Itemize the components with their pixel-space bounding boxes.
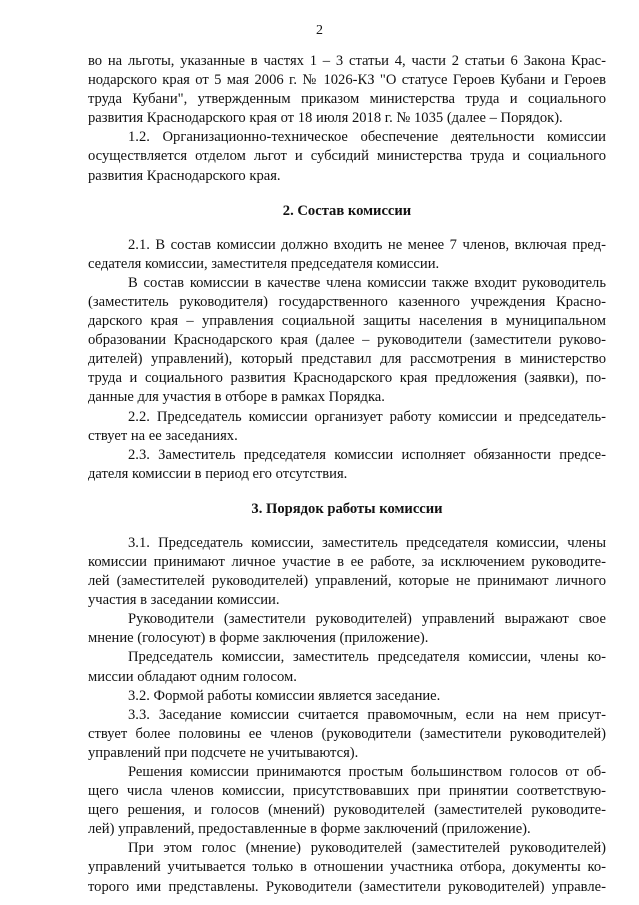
text-line: развития Краснодарского края. (88, 167, 281, 184)
paragraph (88, 236, 606, 274)
text-line: торого ими представлены. Руководители (заместители руководителей) управле- (88, 878, 606, 895)
text-line: управлений при подсчете не учитываются). (88, 744, 359, 761)
paragraph (88, 128, 606, 185)
spacer (88, 519, 606, 534)
text-line: В состав комиссии в качестве члена комиссии также входит руководитель (128, 274, 606, 291)
text-line: лей) управлений, предоставленные в форме заключений (приложение). (88, 821, 531, 838)
spacer (88, 484, 606, 500)
text-line: лей (заместителей руководителей) управлений, которые не принимают личного (88, 573, 606, 590)
paragraph (88, 610, 606, 648)
text-line: Решения комиссии принимаются простым большинством голосов от об- (128, 764, 606, 780)
spacer (88, 221, 606, 236)
spacer (88, 186, 606, 202)
text-line: во на льготы, указанные в частях 1 – 3 статьи 4, части 2 статьи 6 Закона Крас- (88, 53, 606, 69)
text-line: миссии обладают одним голосом. (88, 668, 297, 685)
text-line: развития Краснодарского края от 18 июля 2018 г. № 1035 (далее – Порядок). (88, 110, 563, 127)
text-line: осуществляется отделом льгот и субсидий министерства труда и социального (88, 148, 606, 165)
paragraph (88, 687, 606, 706)
paragraph (88, 648, 606, 686)
text-line: 2.2. Председатель комиссии организует работу комиссии и председатель- (128, 408, 606, 425)
text-line: (заместитель руководителя) государственного казенного учреждения Красно- (88, 293, 606, 310)
text-line: труда и социального развития Краснодарского края предложения (заявки), по- (88, 370, 606, 387)
paragraph (88, 706, 606, 763)
text-line: участия в заседании комиссии. (88, 592, 280, 609)
paragraph (88, 52, 606, 128)
paragraph (88, 408, 606, 446)
paragraph (88, 446, 606, 484)
text-line: комиссии принимают личное участие в ее работе, за исключением руководите- (88, 553, 606, 570)
text-line: Руководители (заместители руководителей) управлений выражают свое (128, 611, 606, 628)
text-line: 2.1. В состав комиссии должно входить не менее 7 членов, включая пред- (128, 236, 606, 253)
text-line: щего решения, и голосов (мнений) руководителей (заместителей руководите- (88, 802, 606, 819)
text-line: При этом голос (мнение) руководителей (заместителей руководителей) (128, 840, 606, 857)
section-heading: 3. Порядок работы комиссии (251, 500, 443, 517)
text-line: 2.3. Заместитель председателя комиссии исполняет обязанности предсе- (128, 446, 606, 463)
text-line: Председатель комиссии, заместитель председателя комиссии, члены ко- (128, 649, 606, 666)
text-line: образовании Краснодарского края (далее – руководители (заместители руково- (88, 332, 606, 349)
text-line: 1.2. Организационно-техническое обеспечение деятельности комиссии (128, 129, 606, 146)
text-line: дарского края – управления социальной защиты населения в муниципальном (88, 313, 606, 330)
paragraph (88, 763, 606, 839)
text-line: управлений учитывается только в отношении участника отбора, документы ко- (88, 859, 606, 876)
text-line: ствует более половины ее членов (руководители (заместители руководителей) (88, 725, 606, 742)
text-line: труда Кубани", утвержденным приказом министерства труда и социального (88, 91, 606, 108)
text-line: мнение (голосуют) в форме заключения (приложение). (88, 630, 429, 647)
text-line: нодарского края от 5 мая 2006 г. № 1026-КЗ "О статусе Героев Кубани и Героев (88, 72, 606, 89)
page-number: 2 (316, 23, 323, 38)
text-line: щего числа членов комиссии, присутствовавших при принятии соответствую- (88, 783, 606, 800)
text-line: седателя комиссии, заместителя председателя комиссии. (88, 255, 440, 272)
text-line: дителей) управлений), который представил для рассмотрения в министерство (88, 351, 606, 368)
text-line: ствует на ее заседаниях. (88, 427, 238, 444)
text-line: 3.1. Председатель комиссии, заместитель председателя комиссии, члены (128, 534, 606, 551)
text-line: 3.3. Заседание комиссии считается правомочным, если на нем присут- (128, 706, 606, 723)
paragraph (88, 274, 606, 408)
text-line: дателя комиссии в период его отсутствия. (88, 465, 348, 482)
text-line: 3.2. Формой работы комиссии является заседание. (128, 687, 441, 704)
text-line: данные для участия в отборе в рамках Порядка. (88, 389, 385, 406)
paragraph (88, 534, 606, 610)
paragraph (88, 839, 606, 896)
document-body (88, 52, 606, 897)
section-heading: 2. Состав комиссии (282, 202, 412, 219)
